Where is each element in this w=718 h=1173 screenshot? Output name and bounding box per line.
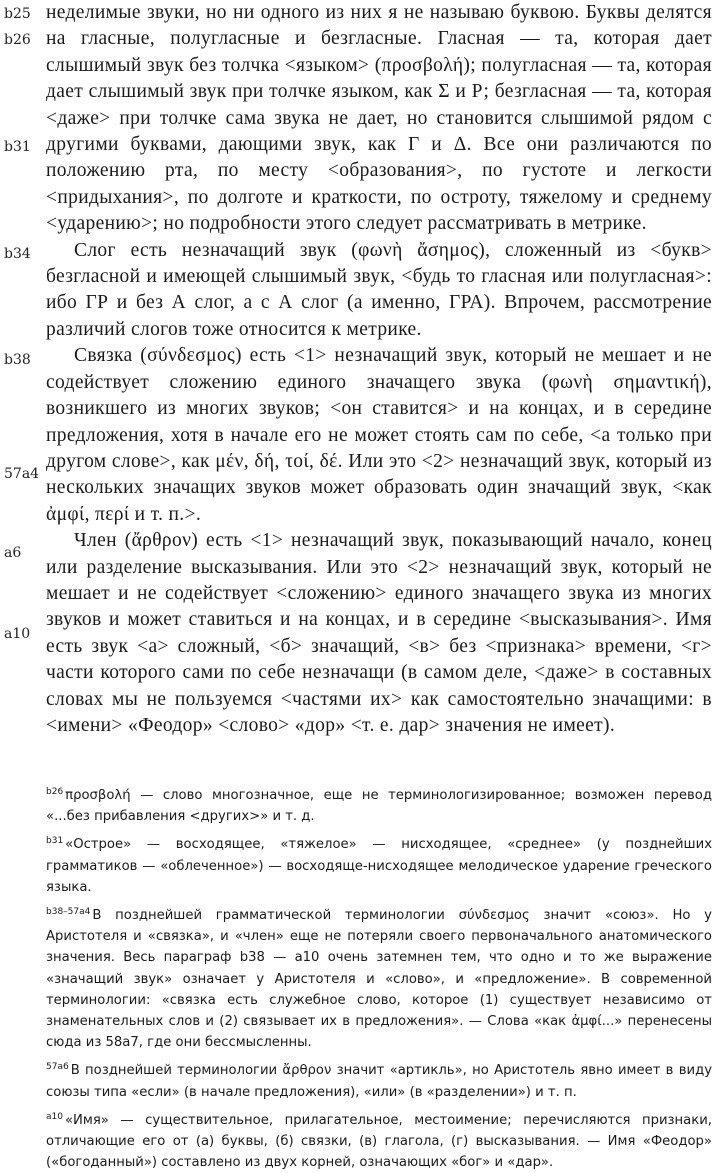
footnote (46, 1057, 712, 1102)
footnote-text: В позднейшей грамматической терминологии σύνδεσμος значит «союз». Но у Аристотеля и «связка», и «член» еще не потеряли своего первоначального анатомического значения. Весь параграф b38 — a10 очень затемнен тем, что одно и то же выражение «значащий звук» означает у Аристотеля и «слово», и «предложение». В современной терминологии: «связка есть служебное слово, которое (1) существует независимо от знаменательных слов и (2) связывает их в предложения». — Слова «как ἀμφί...» перенесены сюда из 58а7, где они бессмысленны. (46, 908, 712, 1051)
footnote-ref: b31 (46, 836, 64, 847)
footnotes (46, 782, 712, 1173)
margin-ref-b25: b25 (4, 6, 31, 22)
margin-ref-a10: a10 (4, 626, 31, 642)
footnote-text: «Острое» — восходящее, «тяжелое» — нисходящее, «среднее» (у позднейших грамматиков — «облеченное») — восходяще-нисходящее мелодическое ударение греческого языка. (46, 837, 712, 895)
footnote (46, 902, 712, 1053)
paragraph-article: Член (ἄρθρον) есть <1> незначащий звук, показывающий начало, конец или разделение высказывания. Или это <2> незначащий звук, который не мешает и не содействует <сложению> единого значащего звука из многих звуков и может ставиться и на концах, и в середине <высказывания>. Имя есть звук <а> сложный, <б> значащий, <в> без <признака> времени, <г> части которого сами по себе незначащи (в самом деле, <даже> в составных словах мы не пользуемся <частями их> как самостоятельно значащими: в <имени> «Феодор» <слово> «дор» <т. е. дар> значения не имеет). (46, 530, 712, 736)
margin-ref-b26: b26 (4, 32, 31, 48)
paragraph-conjunction: Связка (σύνδεσμος) есть <1> незначащий звук, который не мешает и не содействует сложению единого значащего звука (φωνὴ σημαντική), возникшего из многих звуков; <он ставится> и на концах, и в середине предложения, хотя в начале его не может стоять сам по себе, <а только при другом слове>, как μέν, δή, τοί, δέ. Или это <2> незначащий звук, который из нескольких значащих звуков может образовать один значащий звук, <как ἀμφί, περί и т. п.>. (46, 345, 712, 525)
margin-ref-57a4: 57a4 (4, 466, 40, 482)
main-text (46, 0, 712, 739)
margin-ref-b38: b38 (4, 352, 31, 368)
footnote-text: προσβολή — слово многозначное, еще не терминологизированное; возможен перевод «...без прибавления <других>» и т. д. (46, 788, 712, 825)
paragraph-syllable: Слог есть незначащий звук (φωνὴ ἄσημος), сложенный из <букв> безгласной и имеющей слышимый звук, <будь то гласная или полугласная>: ибо ГР и без А слог, а с А слог (а именно, ГРА). Впрочем, рассмотрение различий слогов тоже относится к метрике. (46, 239, 712, 340)
footnote-ref: a10 (46, 1111, 63, 1122)
footnote (46, 1107, 712, 1173)
paragraph-letters: неделимые звуки, но ни одного из них я не называю буквою. Буквы делятся на гласные, полугласные и безгласные. Гласная — та, которая дает слышимый звук без толчка <языком> (προσβολή); полугласная — та, которая дает слышимый звук при толчке языком, как Σ и Р; безгласная — та, которая <даже> при толчке сама звука не дает, но становится слышимой рядом с другими буквами, дающими звук, как Γ и Δ. Все они различаются по положению рта, по месту <образования>, по густоте и легкости <придыхания>, по долготе и краткости, по остроту, тяжелому и среднему <ударению>; но подробности этого следует рассматривать в метрике. (46, 2, 712, 235)
footnote (46, 831, 712, 898)
footnote-ref: b26 (46, 787, 64, 797)
footnote-ref: 57a6 (46, 1062, 69, 1073)
margin-ref-b34: b34 (4, 246, 31, 262)
footnote-text: В позднейшей терминологии ἄρθρον значит «артикль», но Аристотель явно имеет в виду союзы типа «если» (в начале предложения), «или» (в «разделении») и т. п. (46, 1063, 712, 1100)
footnote (46, 782, 712, 827)
margin-ref-a6: a6 (4, 545, 22, 561)
margin-ref-b31: b31 (4, 139, 31, 155)
footnote-ref: b38–57a4 (46, 907, 91, 918)
footnote-text: «Имя» — существительное, прилагательное, местоимение; перечисляются признаки, отличающие его от (а) буквы, (б) связки, (в) глагола, (г) высказывания. — Имя «Феодор» («богоданный») составлено из двух корней, означающих «бог» и «дар». (46, 1112, 712, 1171)
